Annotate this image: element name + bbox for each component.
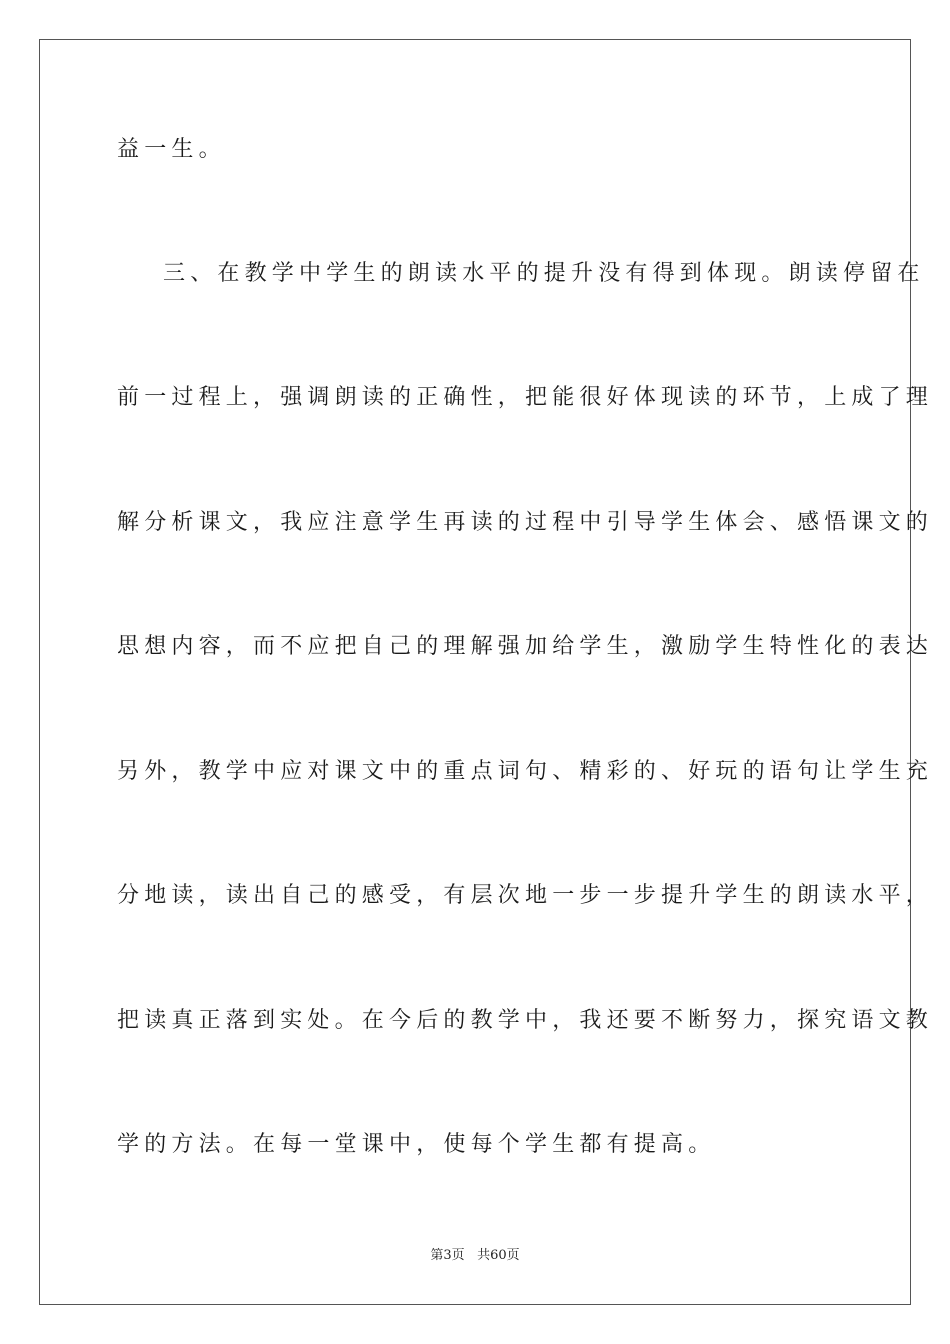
text-line: 另外，教学中应对课文中的重点词句、精彩的、好玩的语句让学生充 — [117, 759, 934, 784]
text-line: 益一生。 — [117, 137, 226, 162]
paragraph-start-line: 三、在教学中学生的朗读水平的提升没有得到体现。朗读停留在 — [163, 261, 925, 286]
text-line: 解分析课文，我应注意学生再读的过程中引导学生体会、感悟课文的 — [117, 510, 934, 535]
text-line: 思想内容，而不应把自己的理解强加给学生，激励学生特性化的表达 — [117, 634, 934, 659]
text-line: 把读真正落到实处。在今后的教学中，我还要不断努力，探究语文教 — [117, 1008, 934, 1033]
page-border — [39, 39, 934, 1305]
page-footer — [0, 1247, 950, 1265]
page-number: 第3页 — [430, 1248, 465, 1263]
text-line: 前一过程上，强调朗读的正确性，把能很好体现读的环节，上成了理 — [117, 385, 934, 410]
text-line: 学的方法。在每一堂课中，使每个学生都有提高。 — [117, 1132, 716, 1157]
text-line: 分地读，读出自己的感受，有层次地一步一步提升学生的朗读水平， — [117, 883, 934, 908]
page-total: 共60页 — [477, 1248, 520, 1263]
